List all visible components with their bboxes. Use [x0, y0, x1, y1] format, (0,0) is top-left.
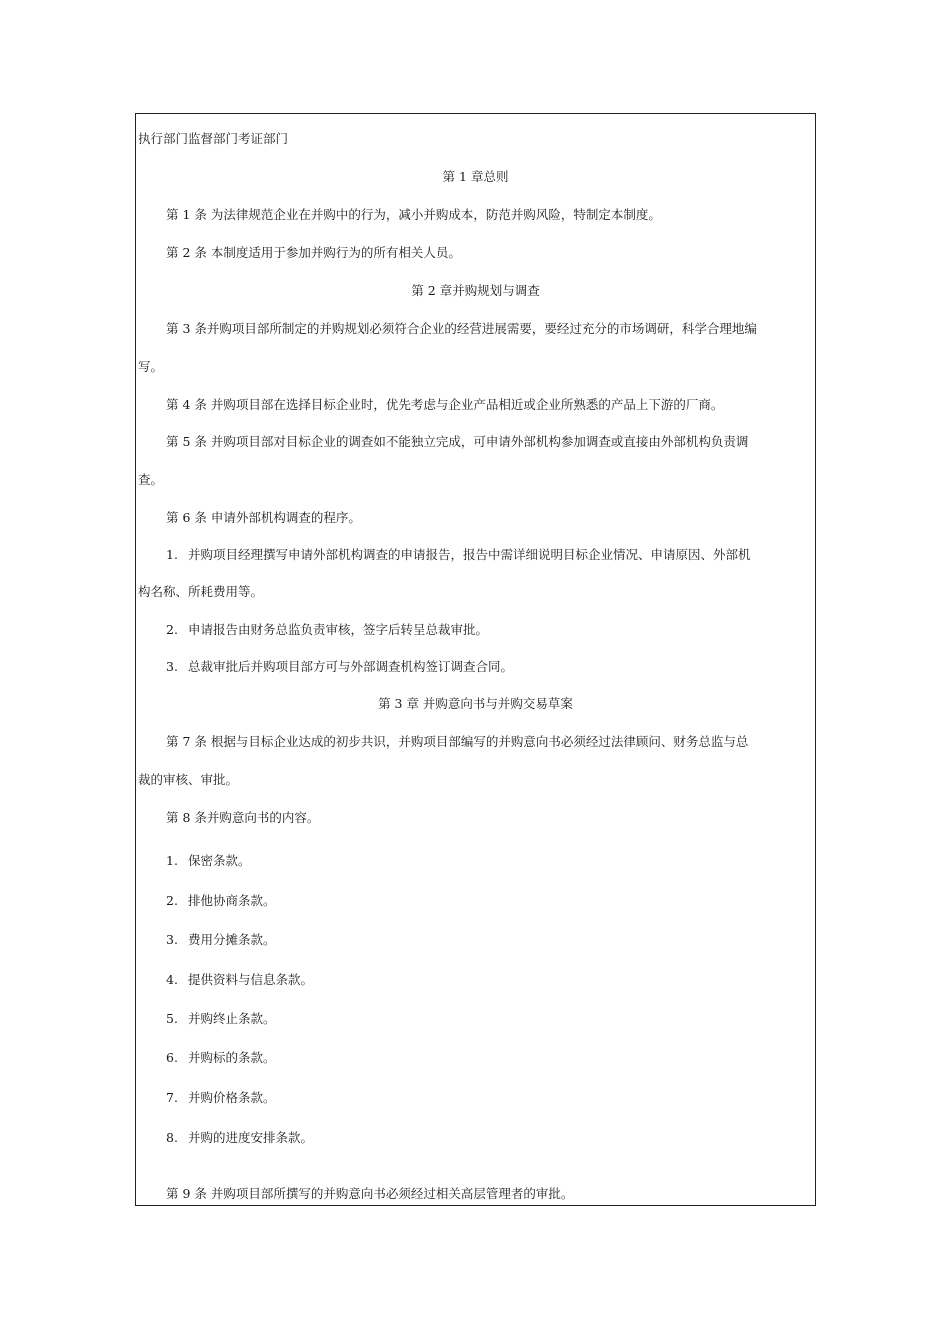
- procedure-item-1-line-1: [138, 547, 813, 563]
- procedure-item-number: 2.: [166, 622, 178, 637]
- article-7-line-2: 裁的审核、审批。: [138, 772, 239, 787]
- content-item-2: [138, 893, 813, 909]
- content-item-4: [138, 972, 813, 988]
- content-item-5: [138, 1011, 813, 1027]
- article-8: 第 8 条并购意向书的内容。: [166, 810, 320, 825]
- content-item-number: 4.: [166, 972, 178, 987]
- procedure-item-number: 1.: [166, 547, 178, 562]
- article-4: 第 4 条 并购项目部在选择目标企业时，优先考虑与企业产品相近或企业所熟悉的产品上下游的厂商。: [166, 397, 724, 412]
- content-item-number: 1.: [166, 853, 178, 868]
- content-item-7: [138, 1090, 813, 1106]
- content-item-number: 2.: [166, 893, 178, 908]
- procedure-item-text: 总裁审批后并购项目部方可与外部调查机构签订调查合同。: [188, 659, 514, 674]
- header-line: 执行部门监督部门考证部门: [138, 131, 289, 146]
- content-item-number: 7.: [166, 1090, 178, 1105]
- content-item-text: 并购终止条款。: [188, 1011, 276, 1026]
- content-item-text: 并购的进度安排条款。: [188, 1130, 314, 1145]
- article-7-line-1: 第 7 条 根据与目标企业达成的初步共识，并购项目部编写的并购意向书必须经过法律顾问、财务总监与总: [166, 734, 749, 749]
- content-item-text: 提供资料与信息条款。: [188, 972, 314, 987]
- article-1: 第 1 条 为法律规范企业在并购中的行为，减小并购成本，防范并购风险，特制定本制度。: [166, 207, 661, 222]
- article-2: 第 2 条 本制度适用于参加并购行为的所有相关人员。: [166, 245, 461, 260]
- procedure-item-text: 并购项目经理撰写申请外部机构调查的申请报告，报告中需详细说明目标企业情况、申请原因、外部机: [188, 547, 751, 562]
- content-item-number: 6.: [166, 1050, 178, 1065]
- procedure-item-1-line-2: 构名称、所耗费用等。: [138, 584, 264, 599]
- chapter-3-title: 第 3 章 并购意向书与并购交易草案: [378, 696, 573, 711]
- article-9: 第 9 条 并购项目部所撰写的并购意向书必须经过相关高层管理者的审批。: [166, 1186, 574, 1201]
- procedure-item-number: 3.: [166, 659, 178, 674]
- article-3-line-1: 第 3 条并购项目部所制定的并购规划必须符合企业的经营进展需要，要经过充分的市场调研，科学合理地编: [166, 321, 757, 336]
- content-item-1: [138, 853, 813, 869]
- content-item-number: 8.: [166, 1130, 178, 1145]
- article-5-line-1: 第 5 条 并购项目部对目标企业的调查如不能独立完成，可申请外部机构参加调查或直接由外部机构负责调: [166, 434, 749, 449]
- content-item-text: 保密条款。: [188, 853, 251, 868]
- content-item-text: 费用分摊条款。: [188, 932, 276, 947]
- article-5-line-2: 查。: [138, 472, 164, 487]
- content-item-3: [138, 932, 813, 948]
- content-item-6: [138, 1050, 813, 1066]
- procedure-item-2: [138, 622, 813, 638]
- chapter-2-title: 第 2 章并购规划与调查: [411, 283, 540, 298]
- content-item-text: 排他协商条款。: [188, 893, 276, 908]
- content-item-text: 并购标的条款。: [188, 1050, 276, 1065]
- content-item-number: 3.: [166, 932, 178, 947]
- article-6: 第 6 条 申请外部机构调查的程序。: [166, 510, 361, 525]
- content-item-8: [138, 1130, 813, 1146]
- chapter-1-title: 第 1 章总则: [442, 169, 509, 184]
- document-table-cell: [135, 113, 816, 1206]
- procedure-item-3: [138, 659, 813, 675]
- content-item-number: 5.: [166, 1011, 178, 1026]
- procedure-item-text: 申请报告由财务总监负责审核，签字后转呈总裁审批。: [188, 622, 489, 637]
- content-item-text: 并购价格条款。: [188, 1090, 276, 1105]
- article-3-line-2: 写。: [138, 359, 164, 374]
